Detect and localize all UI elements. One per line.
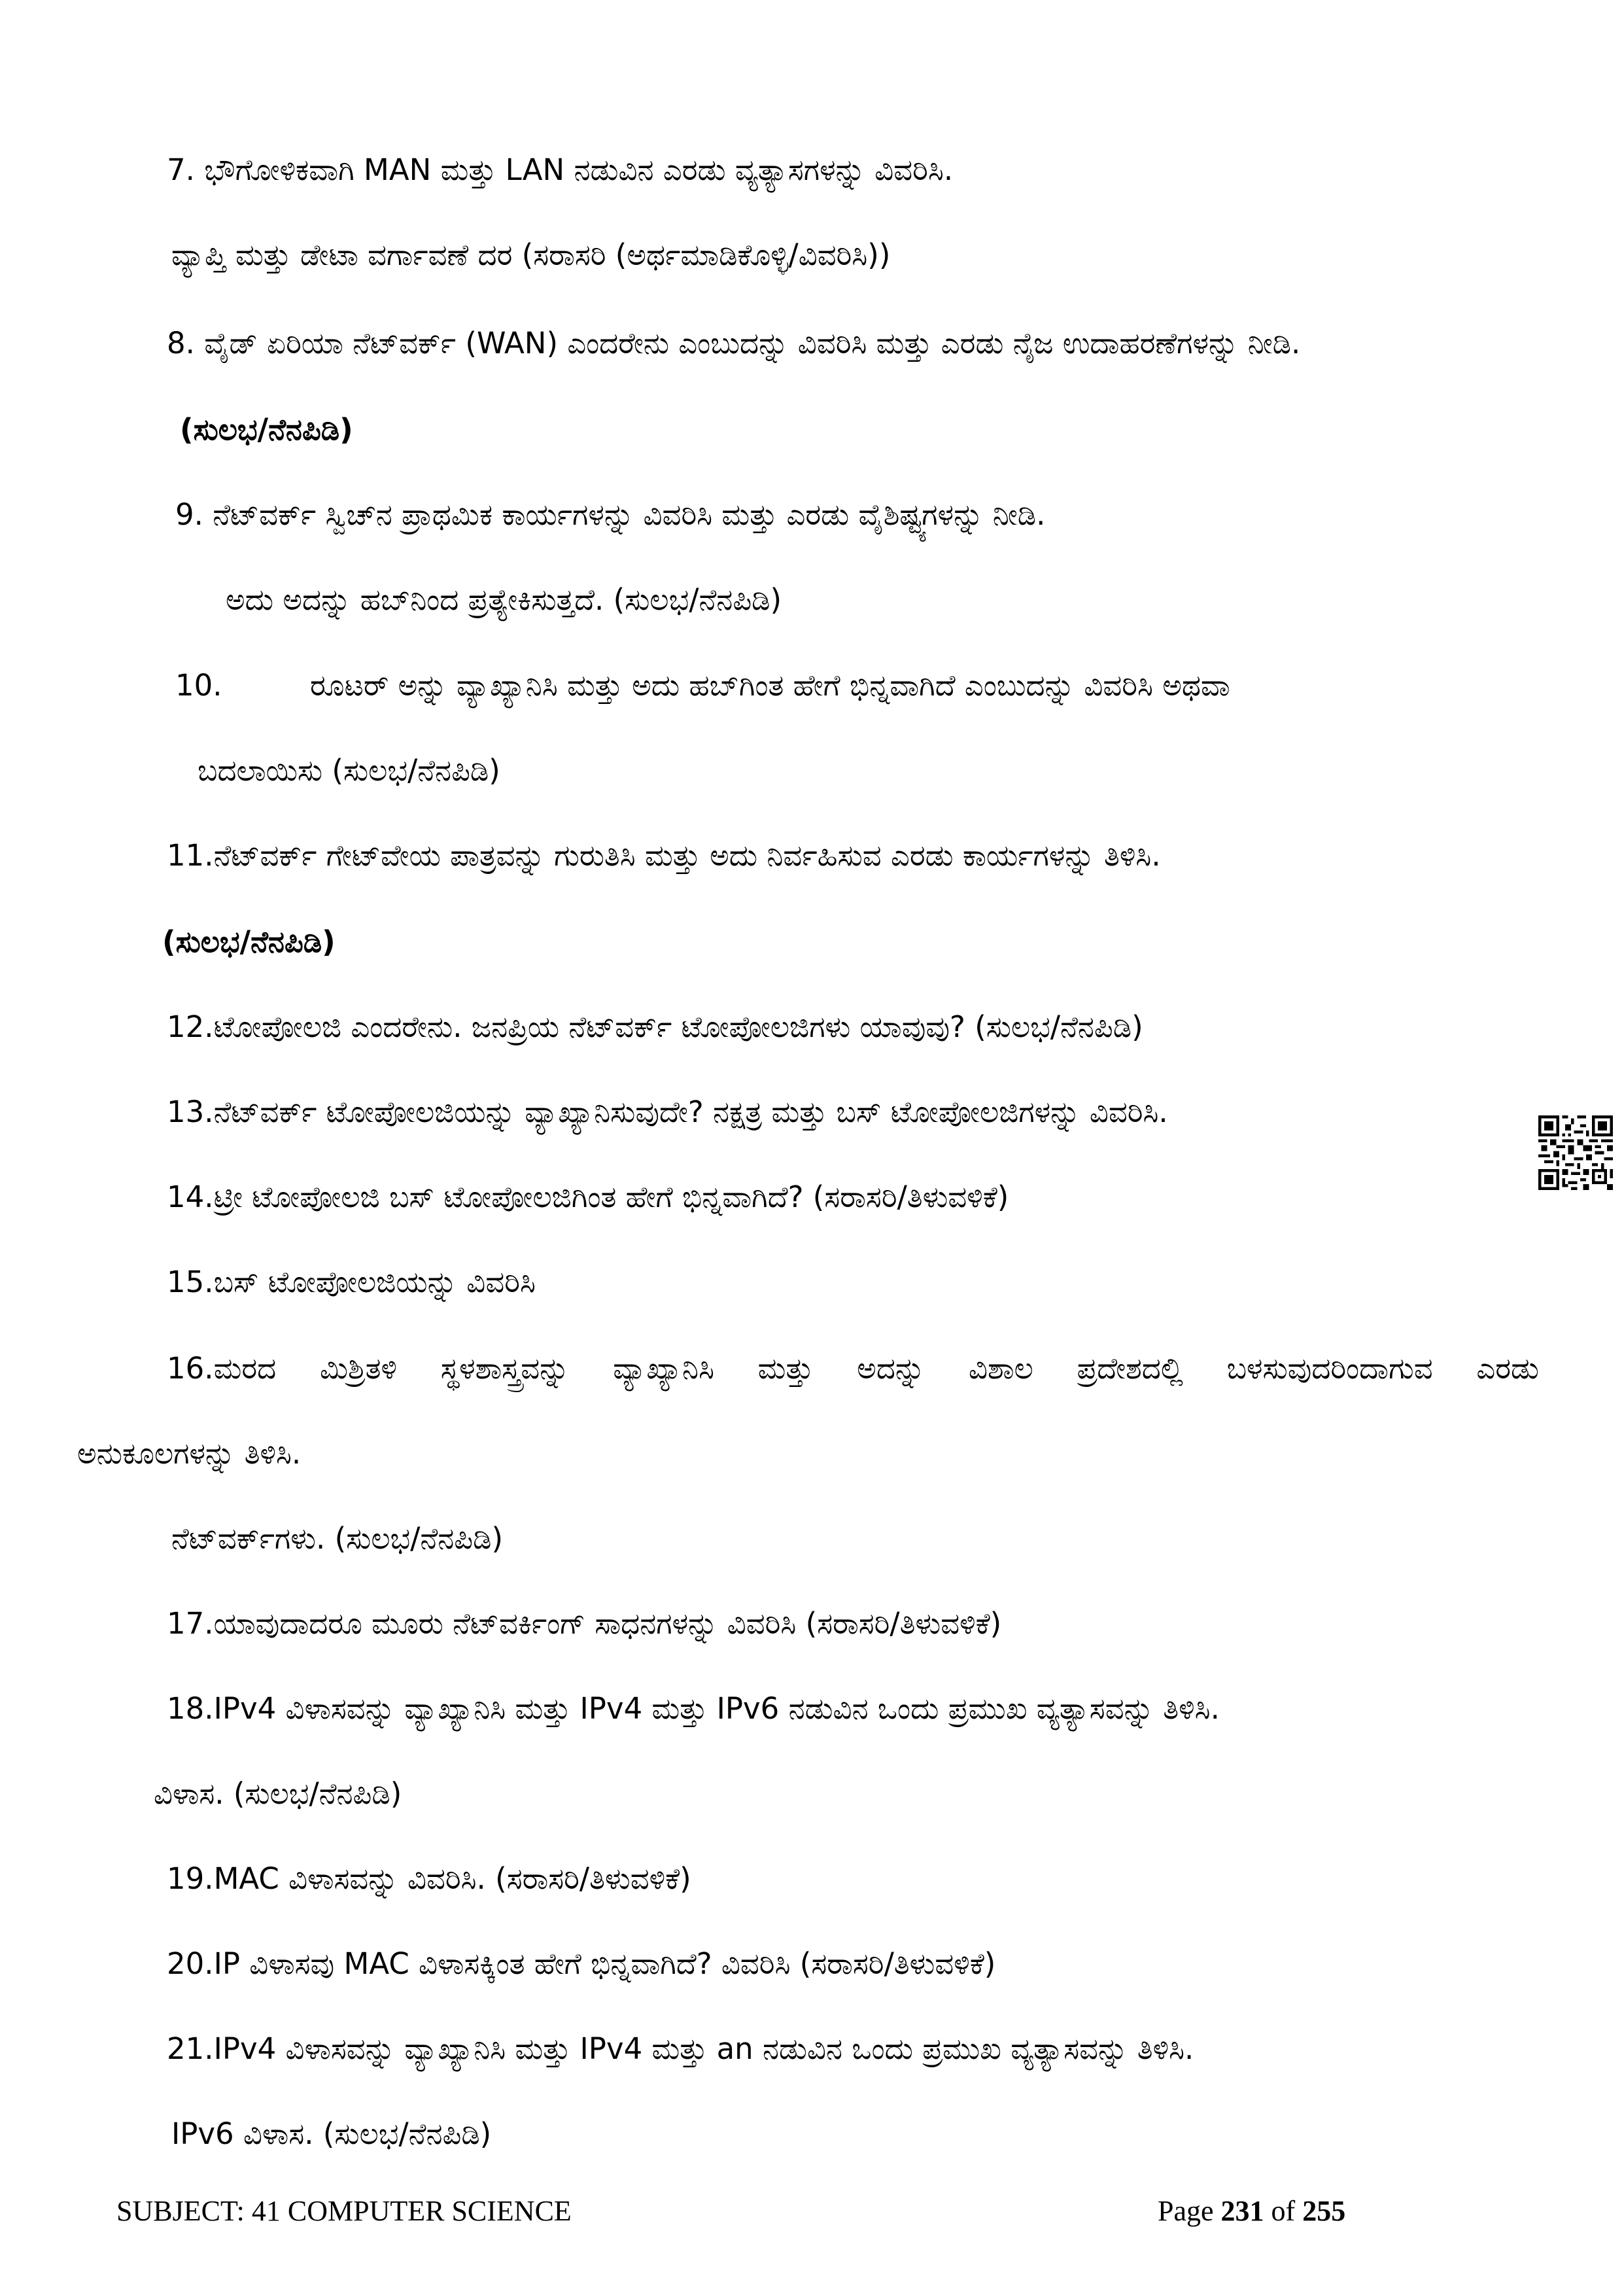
question-number: 15. [167, 1265, 214, 1299]
question-13 [167, 1093, 1168, 1132]
question-number: 12. [167, 1009, 214, 1044]
question-text: ಯಾವುದಾದರೂ ಮೂರು ನೆಟ್‌ವರ್ಕಿಂಗ್ ಸಾಧನಗಳನ್ನು ವಿವರಿಸಿ (ಸರಾಸರಿ/ತಿಳುವಳಿಕೆ) [213, 1606, 1002, 1641]
question-9-continuation: ಅದು ಅದನ್ನು ಹಬ್‌ನಿಂದ ಪ್ರತ್ಯೇಕಿಸುತ್ತದೆ. (ಸುಲಭ/ನೆನಪಿಡಿ) [226, 582, 782, 617]
question-21 [167, 2029, 1194, 2069]
page-total: 255 [1302, 2195, 1346, 2227]
question-text: ಟೋಪೋಲಜಿ ಎಂದರೇನು. ಜನಪ್ರಿಯ ನೆಟ್‌ವರ್ಕ್ ಟೋಪೋಲಜಿಗಳು ಯಾವುವು? (ಸುಲಭ/ನೆನಪಿಡಿ) [213, 1009, 1143, 1044]
question-text: MAC ವಿಳಾಸವನ್ನು ವಿವರಿಸಿ. (ಸರಾಸರಿ/ತಿಳುವಳಿಕೆ) [213, 1861, 691, 1896]
question-14 [167, 1178, 1009, 1217]
question-number: 21. [167, 2031, 214, 2066]
question-number: 16. [167, 1351, 214, 1386]
question-number: 14. [167, 1180, 214, 1214]
question-text: IPv4 ವಿಳಾಸವನ್ನು ವ್ಯಾಖ್ಯಾನಿಸಿ ಮತ್ತು IPv4 ಮತ್ತು an ನಡುವಿನ ಒಂದು ಪ್ರಮುಖ ವ್ಯತ್ಯಾಸವನ್ನು ತಿಳಿಸಿ. [213, 2031, 1194, 2066]
question-18-continuation: ವಿಳಾಸ. (ಸುಲಭ/ನೆನಪಿಡಿ) [154, 1776, 402, 1811]
difficulty-tag: (ಸುಲಭ/ನೆನಪಿಡಿ) [162, 924, 336, 959]
question-number: 10. [175, 668, 222, 703]
question-text: ನೆಟ್‌ವರ್ಕ್ ಸ್ವಿಚ್‌ನ ಪ್ರಾಥಮಿಕ ಕಾರ್ಯಗಳನ್ನು ವಿವರಿಸಿ ಮತ್ತು ಎರಡು ವೈಶಿಷ್ಟ್ಯಗಳನ್ನು ನೀಡಿ. [203, 497, 1046, 532]
question-10-continuation: ಬದಲಾಯಿಸು (ಸುಲಭ/ನೆನಪಿಡಿ) [198, 753, 500, 788]
question-16-continuation: ನೆಟ್‌ವರ್ಕ್‌ಗಳು. (ಸುಲಭ/ನೆನಪಿಡಿ) [171, 1521, 504, 1556]
question-11 [167, 836, 1161, 875]
footer-subject: SUBJECT: 41 COMPUTER SCIENCE [116, 2195, 572, 2227]
page-current: 231 [1220, 2195, 1264, 2227]
question-text: IPv4 ವಿಳಾಸವನ್ನು ವ್ಯಾಖ್ಯಾನಿಸಿ ಮತ್ತು IPv4 ಮತ್ತು IPv6 ನಡುವಿನ ಒಂದು ಪ್ರಮುಖ ವ್ಯತ್ಯಾಸವನ್ನು ತಿಳಿಸಿ. [213, 1691, 1220, 1726]
question-9 [175, 495, 1045, 534]
question-number: 7. [167, 152, 195, 187]
question-number: 19. [167, 1861, 214, 1896]
question-17 [167, 1604, 1001, 1643]
question-20 [167, 1944, 995, 1984]
question-number: 20. [167, 1946, 214, 1981]
question-text: ಬಸ್ ಟೋಪೋಲಜಿಯನ್ನು ವಿವರಿಸಿ [213, 1265, 536, 1299]
question-21-continuation: IPv6 ವಿಳಾಸ. (ಸುಲಭ/ನೆನಪಿಡಿ) [171, 2116, 492, 2151]
question-7 [167, 150, 953, 190]
qr-code-icon [1538, 1115, 1613, 1190]
question-8 [167, 324, 1300, 363]
difficulty-tag: (ಸುಲಭ/ನೆನಪಿಡಿ) [180, 412, 353, 447]
question-7-continuation: ವ್ಯಾಪ್ತಿ ಮತ್ತು ಡೇಟಾ ವರ್ಗಾವಣೆ ದರ (ಸರಾಸರಿ (ಅರ್ಥಮಾಡಿಕೊಳ್ಳಿ/ವಿವರಿಸಿ)) [171, 237, 891, 272]
question-16-continuation: ಅನುಕೂಲಗಳನ್ನು ತಿಳಿಸಿ. [77, 1436, 302, 1471]
question-number: 17. [167, 1606, 214, 1641]
question-18 [167, 1689, 1220, 1728]
question-number: 9. [175, 497, 203, 532]
question-text: ನೆಟ್‌ವರ್ಕ್ ಟೋಪೋಲಜಿಯನ್ನು ವ್ಯಾಖ್ಯಾನಿಸುವುದೇ? ನಕ್ಷತ್ರ ಮತ್ತು ಬಸ್ ಟೋಪೋಲಜಿಗಳನ್ನು ವಿವರಿಸಿ. [213, 1095, 1168, 1129]
page-of: of [1271, 2195, 1296, 2227]
question-12 [167, 1007, 1143, 1047]
question-number: 18. [167, 1691, 214, 1726]
question-19 [167, 1859, 691, 1899]
question-text: ಟ್ರೀ ಟೋಪೋಲಜಿ ಬಸ್ ಟೋಪೋಲಜಿಗಿಂತ ಹೇಗೆ ಭಿನ್ನವಾಗಿದೆ? (ಸರಾಸರಿ/ತಿಳುವಳಿಕೆ) [213, 1180, 1009, 1214]
question-number: 8. [167, 326, 195, 360]
question-text: ರೂಟರ್ ಅನ್ನು ವ್ಯಾಖ್ಯಾನಿಸಿ ಮತ್ತು ಅದು ಹಬ್‌ಗಿಂತ ಹೇಗೆ ಭಿನ್ನವಾಗಿದೆ ಎಂಬುದನ್ನು ವಿವರಿಸಿ ಅಥವಾ [310, 668, 1230, 703]
question-text: IP ವಿಳಾಸವು MAC ವಿಳಾಸಕ್ಕಿಂತ ಹೇಗೆ ಭಿನ್ನವಾಗಿದೆ? ವಿವರಿಸಿ (ಸರಾಸರಿ/ತಿಳುವಳಿಕೆ) [213, 1946, 996, 1981]
page-label: Page [1158, 2195, 1214, 2227]
question-number: 11. [167, 838, 214, 873]
footer-page-number [1158, 2193, 1345, 2230]
question-10 [175, 666, 1230, 705]
question-number: 13. [167, 1095, 214, 1129]
question-16 [167, 1349, 1539, 1388]
question-text: ನೆಟ್‌ವರ್ಕ್ ಗೇಟ್‌ವೇಯ ಪಾತ್ರವನ್ನು ಗುರುತಿಸಿ ಮತ್ತು ಅದು ನಿರ್ವಹಿಸುವ ಎರಡು ಕಾರ್ಯಗಳನ್ನು ತಿಳಿಸಿ. [213, 838, 1161, 873]
question-text: ವೈಡ್ ಏರಿಯಾ ನೆಟ್‌ವರ್ಕ್ (WAN) ಎಂದರೇನು ಎಂಬುದನ್ನು ವಿವರಿಸಿ ಮತ್ತು ಎರಡು ನೈಜ ಉದಾಹರಣೆಗಳನ್ನು ನೀಡಿ. [194, 326, 1301, 360]
question-15 [167, 1263, 536, 1302]
question-text: ಭೌಗೋಳಿಕವಾಗಿ MAN ಮತ್ತು LAN ನಡುವಿನ ಎರಡು ವ್ಯತ್ಯಾಸಗಳನ್ನು ವಿವರಿಸಿ. [194, 152, 954, 187]
question-text: ಮರದ ಮಿಶ್ರಿತಳಿ ಸ್ಥಳಶಾಸ್ತ್ರವನ್ನು ವ್ಯಾಖ್ಯಾನಿಸಿ ಮತ್ತು ಅದನ್ನು ವಿಶಾಲ ಪ್ರದೇಶದಲ್ಲಿ ಬಳಸುವುದರಿಂದಾಗುವ ಎರಡು [213, 1351, 1539, 1386]
